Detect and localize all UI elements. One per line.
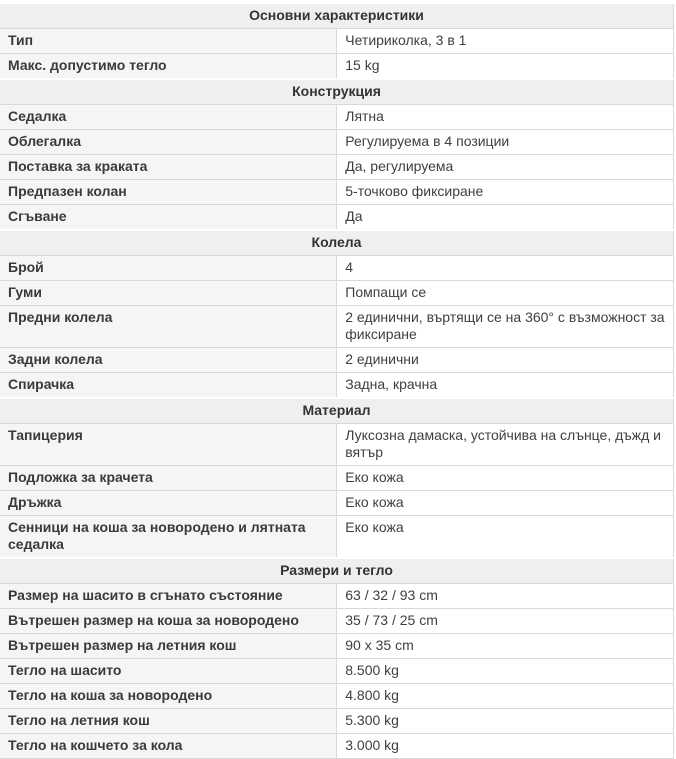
spec-label: Размер на шасито в сгънато състояние (0, 584, 337, 609)
specs-table (0, 2, 674, 759)
spec-label: Поставка за краката (0, 155, 337, 180)
section-title: Материал (0, 398, 674, 424)
section-title: Конструкция (0, 79, 674, 105)
spec-row (0, 180, 674, 205)
spec-value: 35 / 73 / 25 cm (337, 609, 674, 634)
spec-label: Брой (0, 256, 337, 281)
spec-value: Еко кожа (337, 491, 674, 516)
spec-row (0, 155, 674, 180)
spec-row (0, 306, 674, 348)
spec-label: Сенници на коша за новородено и лятната седалка (0, 516, 337, 559)
spec-label: Предни колела (0, 306, 337, 348)
spec-row (0, 54, 674, 80)
spec-row (0, 516, 674, 559)
spec-value: 3.000 kg (337, 734, 674, 759)
spec-label: Облегалка (0, 130, 337, 155)
spec-value: 4 (337, 256, 674, 281)
spec-label: Гуми (0, 281, 337, 306)
spec-label: Сгъване (0, 205, 337, 231)
spec-value: Да, регулируема (337, 155, 674, 180)
spec-row (0, 105, 674, 130)
spec-label: Тегло на коша за новородено (0, 684, 337, 709)
section-header-row (0, 79, 674, 105)
spec-row (0, 491, 674, 516)
spec-row (0, 348, 674, 373)
spec-row (0, 130, 674, 155)
spec-value: Четириколка, 3 в 1 (337, 29, 674, 54)
spec-value: Еко кожа (337, 516, 674, 559)
spec-row (0, 256, 674, 281)
spec-label: Тегло на летния кош (0, 709, 337, 734)
spec-row (0, 634, 674, 659)
spec-label: Подложка за крачета (0, 466, 337, 491)
spec-row (0, 29, 674, 54)
spec-label: Тегло на шасито (0, 659, 337, 684)
spec-value: 5.300 kg (337, 709, 674, 734)
section-header-row (0, 3, 674, 29)
spec-value: Еко кожа (337, 466, 674, 491)
spec-value: 5-точково фиксиране (337, 180, 674, 205)
spec-label: Задни колела (0, 348, 337, 373)
spec-row (0, 684, 674, 709)
spec-label: Тегло на кошчето за кола (0, 734, 337, 759)
spec-row (0, 659, 674, 684)
section-title: Основни характеристики (0, 3, 674, 29)
spec-row (0, 584, 674, 609)
spec-value: Помпащи се (337, 281, 674, 306)
spec-value: Да (337, 205, 674, 231)
spec-label: Макс. допустимо тегло (0, 54, 337, 80)
spec-row (0, 609, 674, 634)
spec-row (0, 709, 674, 734)
spec-label: Вътрешен размер на летния кош (0, 634, 337, 659)
spec-value: 63 / 32 / 93 cm (337, 584, 674, 609)
section-header-row (0, 558, 674, 584)
spec-label: Тапицерия (0, 424, 337, 466)
spec-value: 4.800 kg (337, 684, 674, 709)
section-header-row (0, 398, 674, 424)
spec-row (0, 281, 674, 306)
spec-value: 2 единични (337, 348, 674, 373)
spec-row (0, 734, 674, 759)
section-title: Колела (0, 230, 674, 256)
spec-value: 8.500 kg (337, 659, 674, 684)
spec-row (0, 373, 674, 399)
spec-label: Спирачка (0, 373, 337, 399)
spec-row (0, 424, 674, 466)
spec-label: Седалка (0, 105, 337, 130)
spec-value: 90 x 35 cm (337, 634, 674, 659)
spec-label: Предпазен колан (0, 180, 337, 205)
section-title: Размери и тегло (0, 558, 674, 584)
section-header-row (0, 230, 674, 256)
spec-value: 2 единични, въртящи се на 360° с възможност за фиксиране (337, 306, 674, 348)
spec-value: 15 kg (337, 54, 674, 80)
spec-row (0, 205, 674, 231)
spec-value: Луксозна дамаска, устойчива на слънце, дъжд и вятър (337, 424, 674, 466)
spec-row (0, 466, 674, 491)
spec-label: Вътрешен размер на коша за новородено (0, 609, 337, 634)
spec-label: Тип (0, 29, 337, 54)
spec-label: Дръжка (0, 491, 337, 516)
spec-value: Лятна (337, 105, 674, 130)
spec-value: Задна, крачна (337, 373, 674, 399)
specs-table-body (0, 3, 674, 759)
spec-value: Регулируема в 4 позиции (337, 130, 674, 155)
